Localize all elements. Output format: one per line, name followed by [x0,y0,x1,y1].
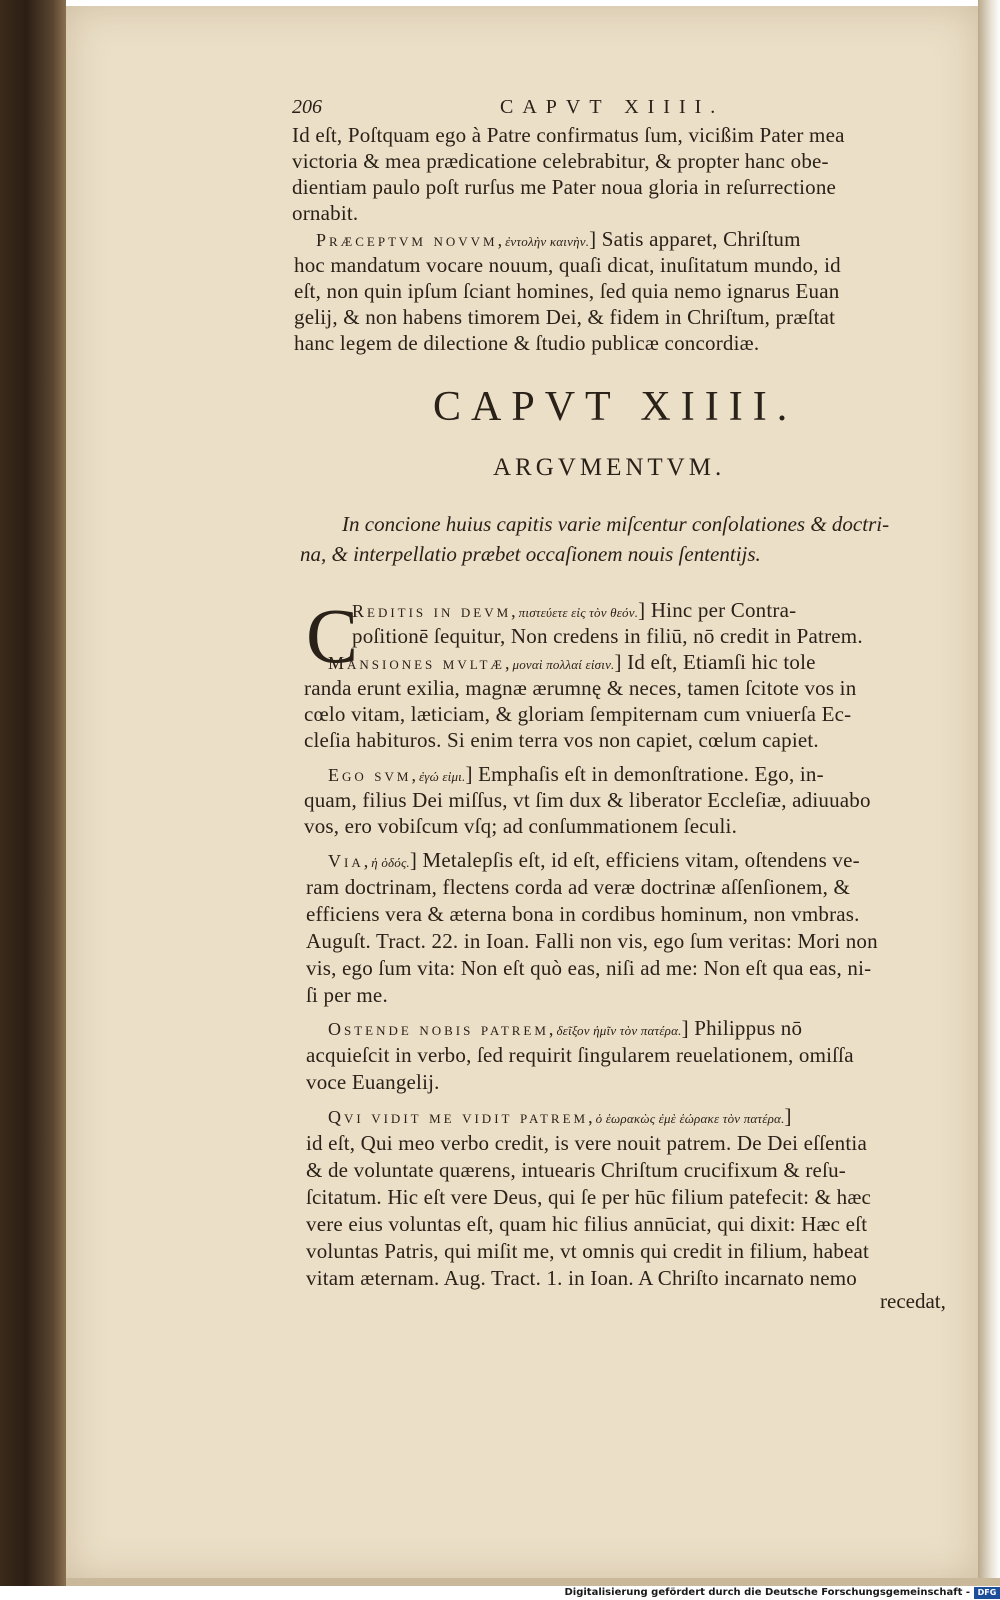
text-line: & de voluntate quærens, intuearis Chriſtum crucifixum & reſu- [306,1158,846,1182]
lemma: Ego svm, [328,765,419,785]
text-line: ornabit. [292,201,359,225]
line-text: ] Satis apparet, Chriſtum [589,227,801,251]
text-line: gelij, & non habens timorem Dei, & fidem in Chriſtum, præſtat [294,305,836,329]
catchword: recedat, [880,1289,946,1313]
text-line: id eſt, Qui meo verbo credit, is vere nouit patrem. De Dei eſſentia [306,1131,867,1155]
lemma: Mansiones mvltæ, [328,653,513,673]
text-line: Auguſt. Tract. 22. in Ioan. Falli non vis, ego ſum veritas: Mori non [306,929,878,953]
text-line [328,761,824,790]
text-line: cleſia habituros. Si enim terra vos non capiet, cœlum capiet. [304,728,819,752]
line-text: ] Emphaſis eſt in demonſtratione. Ego, in- [465,762,824,786]
running-header [292,96,1000,122]
text-line: quam, filius Dei miſſus, vt ſim dux & liberator Eccleſiæ, adiuuabo [304,788,871,812]
text-line [352,597,796,626]
line-text: ] Hinc per Contra- [638,598,797,622]
text-line: vos, ero vobiſcum vſq; ad conſummationem ſeculi. [304,814,738,838]
line-text: ] Philippus nō [681,1016,803,1040]
text-line: efficiens vera & æterna bona in cordibus hominum, non vmbras. [306,902,860,926]
text-line: voluntas Patris, qui miſit me, vt omnis qui credit in filium, habeat [306,1239,870,1263]
text-line: ſi per me. [306,983,388,1007]
text-line: poſitionē ſequitur, Non credens in filiū, nō credit in Patrem. [352,624,863,648]
page-number: 206 [292,96,322,118]
line-text: ] Metalepſis eſt, id eſt, efficiens vitam, oſtendens ve- [409,848,860,872]
text-line: hoc mandatum vocare nouum, quaſi dicat, inuſitatum mundo, id [294,253,841,277]
text-line [328,649,816,678]
running-title: CAPVT XIIII. [500,96,725,118]
text-line: vere eius voluntas eſt, quam hic filius annūciat, qui dixit: Hæc eſt [306,1212,868,1236]
text-line: acquieſcit in verbo, ſed requirit ſingularem reuelationem, omiſſa [306,1043,854,1067]
argument-line: na, & interpellatio præbet occaſionem nouis ſententijs. [300,542,761,566]
text-line: victoria & mea prædicatione celebrabitur, & propter hanc obe- [292,149,829,173]
lemma: Præceptvm novvm, [316,230,506,250]
text-line: Id eſt, Poſtquam ego à Patre confirmatus ſum, vicißim Pater mea [292,123,845,147]
drop-capital: C [306,592,359,679]
lemma: Qvi vidit me vidit patrem, [328,1107,596,1127]
greek-lemma: πιστεύετε εἰς τὸν θεόν. [518,605,639,620]
text-line: voce Euangelij. [306,1070,440,1094]
text-line: randa erunt exilia, magnæ ærumnę & neces, tamen ſcitote vos in [304,676,857,700]
text-line: cœlo vitam, læticiam, & gloriam ſempiternam cum vniuerſa Ec- [304,702,852,726]
text-line [328,847,860,876]
greek-lemma: ἐντολὴν καινὴν. [505,234,590,249]
lemma: Reditis in devm, [352,601,519,621]
greek-lemma: δεῖξον ἡμῖν τὸν πατέρα. [556,1023,682,1038]
greek-lemma: ἡ ὁδός. [371,855,410,870]
argument-line: In concione huius capitis varie miſcentur conſolationes & doctri- [342,512,890,536]
argument-heading: ARGVMENTVM. [493,454,726,481]
footer-bar [0,1586,1000,1600]
chapter-title: CAPVT XIIII. [433,384,798,430]
greek-lemma: μοναὶ πολλαί εἰσιν. [512,657,615,672]
text-line: hanc legem de dilectione & ſtudio publicæ concordiæ. [294,331,760,355]
text-line: ram doctrinam, flectens corda ad veræ doctrinæ aſſenſionem, & [306,875,851,899]
lemma: Via, [328,851,372,871]
text-line: eſt, non quin ipſum ſciant homines, ſed quia nemo ignarus Euan [294,279,840,303]
line-text: ] Id eſt, Etiamſi hic tole [614,650,816,674]
text-line: dientiam paulo poſt rurſus me Pater noua gloria in reſurrectione [292,175,837,199]
text-line: ſcitatum. Hic eſt vere Deus, qui ſe per hūc filium patefecit: & hæc [306,1185,872,1209]
funding-credit: Digitalisierung gefördert durch die Deutsche Forschungsgemeinschaft - [564,1587,970,1598]
text-line [316,226,801,255]
text-line: vis, ego ſum vita: Non eſt quò eas, niſi ad me: Non eſt qua eas, ni- [306,956,872,980]
greek-lemma: ὁ ἑωρακὼς ἐμὲ ἑώρακε τὸν πατέρα. [595,1111,785,1126]
text-line: vitam æternam. Aug. Tract. 1. in Ioan. A Chriſto incarnato nemo [306,1266,857,1290]
lemma: Ostende nobis patrem, [328,1019,557,1039]
line-text: ] [784,1104,792,1128]
greek-lemma: ἐγώ εἰμι. [418,769,466,784]
text-line [328,1103,792,1132]
text-line [328,1015,802,1044]
dfg-logo-icon: DFG [974,1587,1000,1599]
